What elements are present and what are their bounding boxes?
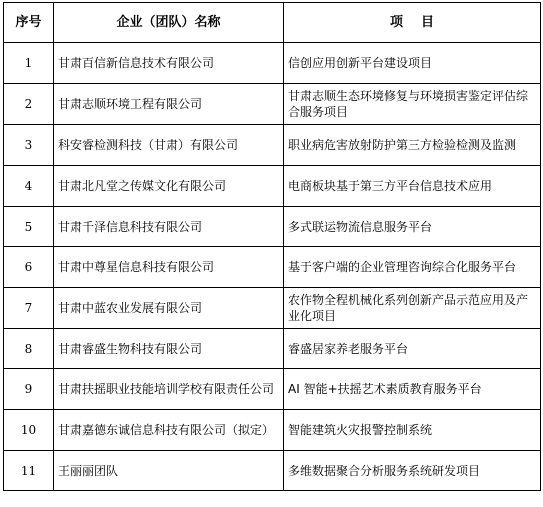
row-enterprise: 甘肃嘉德东诚信息科技有限公司（拟定） <box>54 410 284 451</box>
row-project: 职业病危害放射防护第三方检验检测及监测 <box>284 125 541 166</box>
table-row <box>4 329 541 369</box>
row-index: 1 <box>4 43 54 84</box>
header-project: 项 目 <box>284 3 541 43</box>
row-index: 3 <box>4 125 54 166</box>
row-enterprise: 甘肃中尊星信息科技有限公司 <box>54 247 284 288</box>
table-row <box>4 288 541 329</box>
row-project: 电商板块基于第三方平台信息技术应用 <box>284 166 541 207</box>
row-enterprise: 甘肃千泽信息科技有限公司 <box>54 207 284 247</box>
table-row <box>4 451 541 491</box>
row-enterprise: 甘肃北凡堂之传媒文化有限公司 <box>54 166 284 207</box>
row-enterprise: 甘肃中蓝农业发展有限公司 <box>54 288 284 329</box>
table-row <box>4 43 541 84</box>
header-index: 序号 <box>4 3 54 43</box>
row-index: 11 <box>4 451 54 491</box>
row-enterprise: 科安睿检测科技（甘肃）有限公司 <box>54 125 284 166</box>
row-project: 智能建筑火灾报警控制系统 <box>284 410 541 451</box>
table-row <box>4 410 541 451</box>
table-row <box>4 84 541 125</box>
row-project: 基于客户端的企业管理咨询综合化服务平台 <box>284 247 541 288</box>
row-enterprise: 王丽丽团队 <box>54 451 284 491</box>
row-project: 农作物全程机械化系列创新产品示范应用及产业化项目 <box>284 288 541 329</box>
row-project: 信创应用创新平台建设项目 <box>284 43 541 84</box>
header-enterprise: 企业（团队）名称 <box>54 3 284 43</box>
row-index: 7 <box>4 288 54 329</box>
row-index: 5 <box>4 207 54 247</box>
enterprise-project-table <box>3 2 541 491</box>
table-row <box>4 166 541 207</box>
table-row <box>4 247 541 288</box>
row-index: 4 <box>4 166 54 207</box>
row-project: AI 智能+扶摇艺术素质教育服务平台 <box>284 369 541 410</box>
row-index: 10 <box>4 410 54 451</box>
table-row <box>4 207 541 247</box>
row-index: 9 <box>4 369 54 410</box>
row-project: 多式联运物流信息服务平台 <box>284 207 541 247</box>
row-index: 6 <box>4 247 54 288</box>
table-header-row <box>4 3 541 43</box>
table-row <box>4 369 541 410</box>
row-enterprise: 甘肃扶摇职业技能培训学校有限责任公司 <box>54 369 284 410</box>
row-index: 2 <box>4 84 54 125</box>
row-index: 8 <box>4 329 54 369</box>
row-enterprise: 甘肃百信新信息技术有限公司 <box>54 43 284 84</box>
row-project: 甘肃志顺生态环境修复与环境损害鉴定评估综合服务项目 <box>284 84 541 125</box>
row-project: 多维数据聚合分析服务系统研发项目 <box>284 451 541 491</box>
row-enterprise: 甘肃睿盛生物科技有限公司 <box>54 329 284 369</box>
row-enterprise: 甘肃志顺环境工程有限公司 <box>54 84 284 125</box>
table-row <box>4 125 541 166</box>
row-project: 睿盛居家养老服务平台 <box>284 329 541 369</box>
